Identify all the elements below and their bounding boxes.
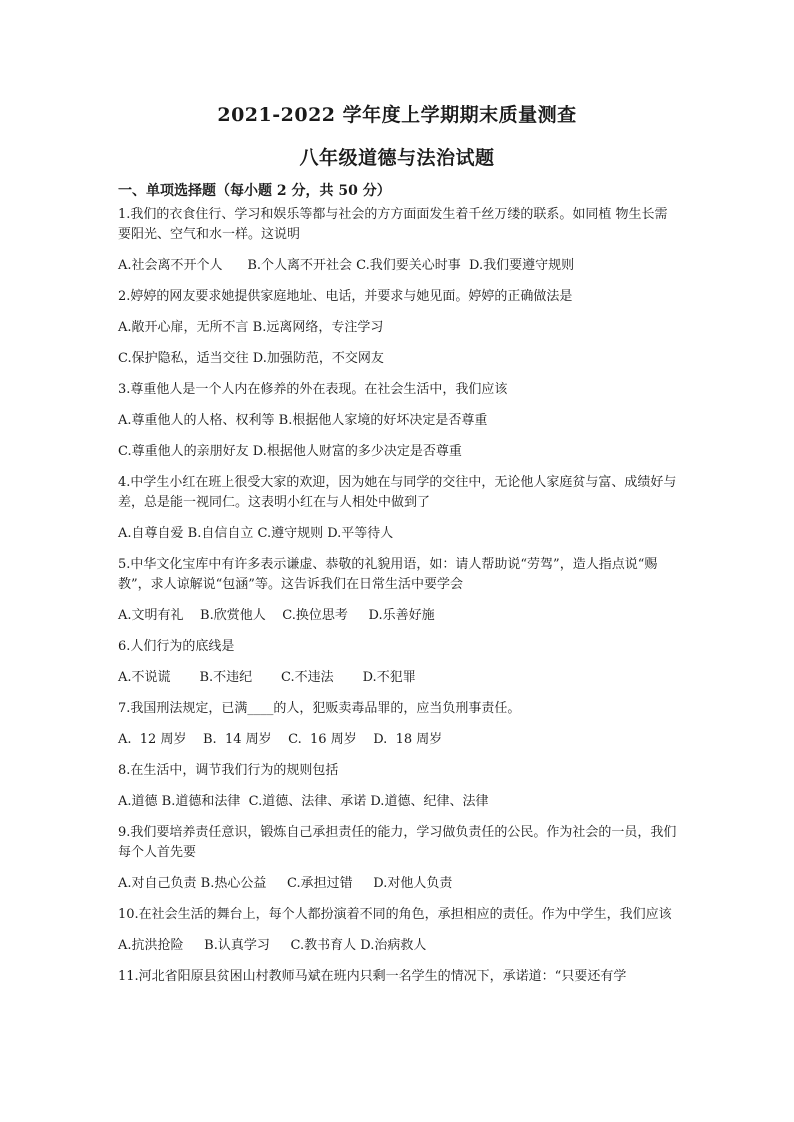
exam-subtitle: 八年级道德与法治试题 — [299, 147, 495, 169]
question-options: A.自尊自爱 B.自信自立 C.遵守规则 D.平等待人 — [118, 526, 394, 541]
question-options: A.尊重他人的人格、权利等 B.根据他人家境的好坏决定是否尊重 — [118, 413, 488, 428]
question-stem: 9.我们要培养责任意识，锻炼自己承担责任的能力，学习做负责任的公民。作为社会的一员，我们每个人首先要 — [118, 825, 677, 860]
question-stem: 11.河北省阳原县贫困山村教师马斌在班内只剩一名学生的情况下，承诺道：“只要还有学 — [118, 969, 627, 984]
exam-title: 2021-2022 学年度上学期期末质量测查 — [217, 104, 577, 126]
section-heading: 一、单项选择题（每小题 2 分，共 50 分） — [118, 183, 391, 199]
question-options: C.尊重他人的亲朋好友 D.根据他人财富的多少决定是否尊重 — [118, 444, 462, 459]
question-stem: 8.在生活中，调节我们行为的规则包括 — [118, 763, 339, 778]
question-stem: 10.在社会生活的舞台上，每个人都扮演着不同的角色，承担相应的责任。作为中学生，我们应该 — [118, 907, 672, 922]
question-options: A.社会离不开个人 B.个人离不开社会 C.我们要关心时事 D.我们要遵守规则 — [118, 258, 575, 273]
question-stem: 1.我们的衣食住行、学习和娱乐等都与社会的方方面面发生着千丝万缕的联系。如同植 物生长需要阳光、空气和水一样。这说明 — [118, 207, 668, 242]
question-options: A.文明有礼 B.欣赏他人 C.换位思考 D.乐善好施 — [118, 608, 435, 623]
question-options: A.抗洪抢险 B.认真学习 C.教书育人 D.治病救人 — [118, 938, 427, 953]
question-stem: 6.人们行为的底线是 — [118, 639, 235, 654]
question-stem: 5.中华文化宝库中有许多表示谦虚、恭敬的礼貌用语，如：请人帮助说“劳驾”，造人指点说“赐教”，求人谅解说“包涵”等。这告诉我们在日常生活中要学会 — [118, 557, 658, 592]
question-stem: 7.我国刑法规定，已满____的人，犯贩卖毒品罪的，应当负刑事责任。 — [118, 701, 521, 716]
question-options: A.敞开心扉，无所不言 B.远离网络，专注学习 — [118, 320, 384, 335]
question-stem: 4.中学生小红在班上很受大家的欢迎，因为她在与同学的交往中，无论他人家庭贫与富、成绩好与差，总是能一视同仁。这表明小红在与人相处中做到了 — [118, 475, 677, 510]
question-list — [118, 205, 678, 998]
question-stem: 2.婷婷的网友要求她提供家庭地址、电话，并要求与她见面。婷婷的正确做法是 — [118, 289, 573, 304]
question-options: A.不说谎 B.不违纪 C.不违法 D.不犯罪 — [118, 670, 416, 685]
question-options: A.对自己负责 B.热心公益 C.承担过错 D.对他人负责 — [118, 876, 453, 891]
question-options: C.保护隐私，适当交往 D.加强防范，不交网友 — [118, 351, 384, 366]
question-options: A. 12 周岁 B. 14 周岁 C. 16 周岁 D. 18 周岁 — [118, 732, 443, 747]
question-stem: 3.尊重他人是一个人内在修养的外在表现。在社会生活中，我们应该 — [118, 382, 508, 397]
question-options: A.道德 B.道德和法律 C.道德、法律、承诺 D.道德、纪律、法律 — [118, 794, 489, 809]
